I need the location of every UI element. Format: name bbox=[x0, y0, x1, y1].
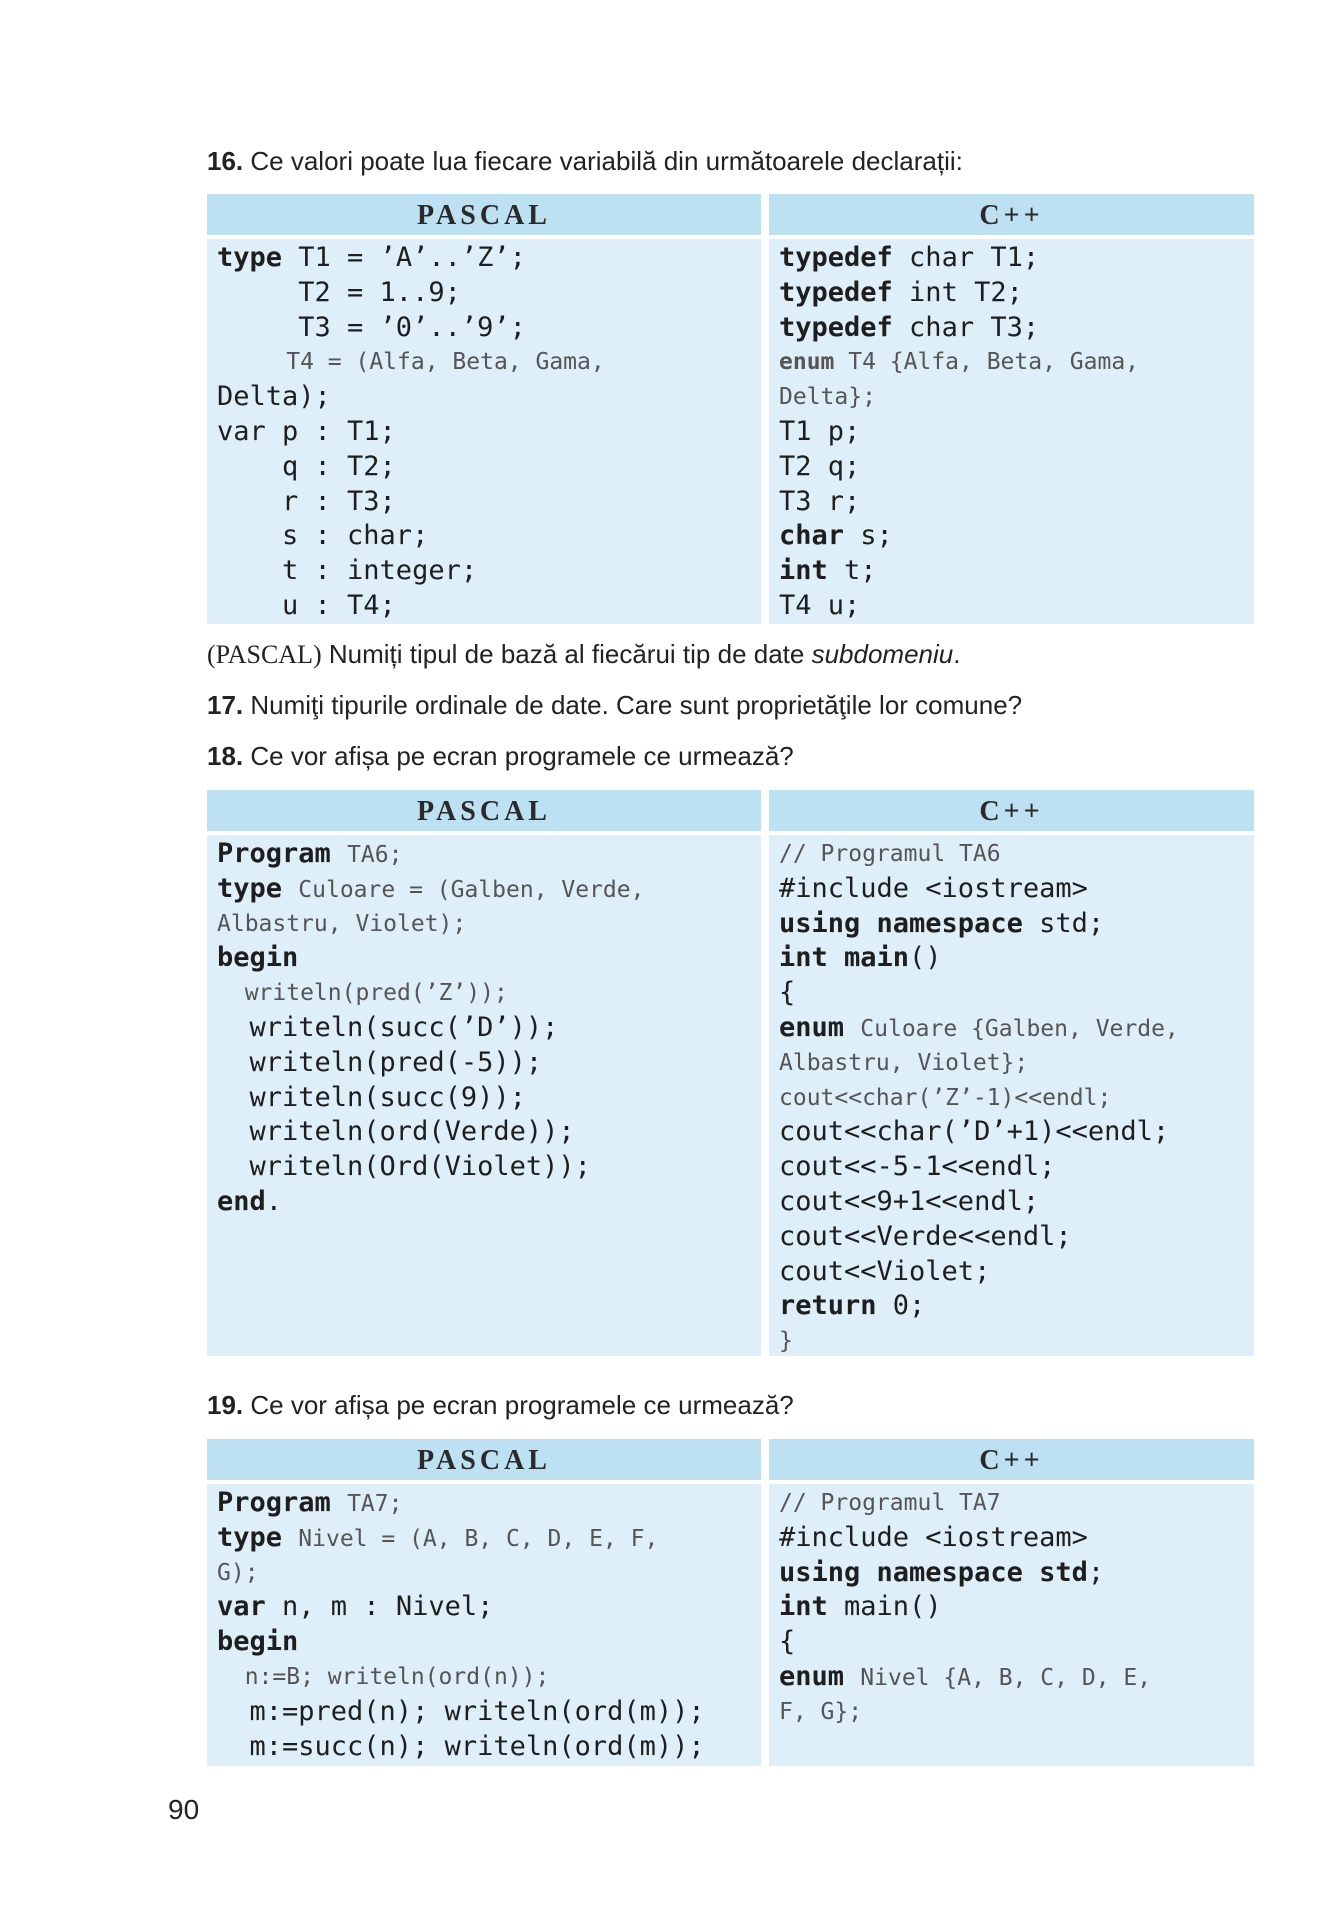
code-line: Albastru, Violet); bbox=[217, 910, 467, 937]
code-keyword: return bbox=[779, 1290, 877, 1322]
code-keyword: Program bbox=[217, 1487, 331, 1518]
code-line: cout<<Violet; bbox=[779, 1255, 991, 1287]
code-keyword: Program bbox=[217, 838, 331, 869]
question-17-heading bbox=[207, 689, 1022, 721]
code-line: } bbox=[779, 1328, 793, 1355]
cpp-code bbox=[769, 835, 1254, 1359]
code-line: T2 = 1..9; bbox=[217, 276, 461, 308]
code-keyword: end bbox=[217, 1185, 266, 1217]
code-line: int t; bbox=[779, 555, 877, 587]
code-keyword: enum bbox=[779, 1011, 845, 1043]
code-keyword: typedef bbox=[779, 242, 893, 273]
code-line bbox=[779, 1011, 1254, 1046]
cpp-code bbox=[769, 1484, 1254, 1730]
code-line: writeln(pred(-5)); bbox=[217, 1046, 543, 1078]
pascal-code bbox=[207, 835, 761, 1220]
question-17-number: 17. bbox=[207, 690, 244, 720]
code-line bbox=[217, 941, 761, 976]
code-line: T4 u; bbox=[779, 589, 861, 621]
code-line: cout<<-5-1<<endl; bbox=[779, 1151, 1056, 1183]
code-line: t : integer; bbox=[217, 555, 478, 587]
cpp-code-cell bbox=[769, 1484, 1254, 1766]
code-line: end. bbox=[217, 1185, 283, 1217]
question-16-note bbox=[207, 638, 960, 671]
question-16-number: 16. bbox=[207, 146, 244, 176]
code-line: m:=succ(n); writeln(ord(m)); bbox=[217, 1730, 705, 1762]
question-16-heading bbox=[207, 145, 963, 177]
code-line bbox=[217, 1625, 761, 1660]
code-line: cout<<Verde<<endl; bbox=[779, 1220, 1072, 1252]
code-line: writeln(succ(9)); bbox=[217, 1081, 526, 1113]
code-line: cout<<char(’D’+1)<<endl; bbox=[779, 1116, 1170, 1148]
code-keyword: enum bbox=[779, 349, 835, 376]
cpp-column bbox=[769, 790, 1254, 1356]
code-line: n:=B; writeln(ord(n)); bbox=[217, 1663, 550, 1690]
code-keyword: typedef bbox=[779, 311, 893, 343]
code-line bbox=[217, 1521, 761, 1556]
code-line: // Programul TA7 bbox=[779, 1490, 1001, 1516]
code-line: using namespace std; bbox=[779, 907, 1105, 939]
pascal-code-cell bbox=[207, 239, 761, 624]
pascal-header: PASCAL bbox=[207, 1439, 761, 1480]
code-keyword: var bbox=[217, 1591, 266, 1623]
code-keyword: type bbox=[217, 872, 283, 904]
code-line: T3 r; bbox=[779, 485, 861, 517]
code-line: using namespace std; bbox=[779, 1556, 1105, 1588]
code-line bbox=[779, 1660, 1254, 1695]
question-16-code-table bbox=[207, 194, 1254, 624]
code-line: var n, m : Nivel; bbox=[217, 1591, 494, 1623]
pascal-column bbox=[207, 194, 761, 624]
page-number: 90 bbox=[168, 1794, 200, 1825]
code-line: typedef char T1; bbox=[779, 242, 1040, 273]
pascal-column bbox=[207, 1439, 761, 1766]
code-line: G); bbox=[217, 1559, 259, 1586]
code-line: { bbox=[779, 1626, 796, 1658]
cpp-column bbox=[769, 194, 1254, 624]
code-keyword: begin bbox=[217, 1626, 299, 1658]
code-keyword: int bbox=[779, 555, 828, 587]
code-line: typedef int T2; bbox=[779, 276, 1023, 308]
cpp-code-cell bbox=[769, 835, 1254, 1356]
code-line: T2 q; bbox=[779, 450, 861, 482]
code-light: Nivel = (A, B, C, D, E, F, bbox=[298, 1525, 659, 1552]
code-light: TA6; bbox=[347, 842, 403, 868]
code-keyword: int bbox=[779, 1591, 828, 1623]
code-keyword: begin bbox=[217, 942, 299, 974]
code-line: writeln(succ(’D’)); bbox=[217, 1011, 559, 1043]
code-line: char s; bbox=[779, 520, 893, 552]
pascal-code-cell bbox=[207, 1484, 761, 1766]
code-line: // Programul TA6 bbox=[779, 841, 1001, 867]
question-18-number: 18. bbox=[207, 741, 244, 771]
pascal-code-cell bbox=[207, 835, 761, 1356]
cpp-header: C++ bbox=[769, 194, 1254, 235]
code-line: #include <iostream> bbox=[779, 1521, 1088, 1553]
code-line: cout<<char(’Z’-1)<<endl; bbox=[779, 1084, 1112, 1111]
cpp-code bbox=[769, 239, 1254, 624]
code-line: enum T4 {Alfa, Beta, Gama, bbox=[779, 349, 1140, 376]
question-19-code-table bbox=[207, 1439, 1254, 1766]
note-prefix: (PASCAL) bbox=[207, 640, 322, 669]
question-16-text: Ce valori poate lua fiecare variabilă din următoarele declarații: bbox=[243, 146, 963, 176]
code-keyword: type bbox=[217, 1521, 283, 1553]
code-line: F, G}; bbox=[779, 1698, 863, 1725]
code-line bbox=[217, 837, 761, 872]
code-light: TA7; bbox=[347, 1491, 403, 1517]
code-line: s : char; bbox=[217, 520, 429, 552]
pascal-header: PASCAL bbox=[207, 194, 761, 235]
code-line: writeln(ord(Verde)); bbox=[217, 1116, 575, 1148]
pascal-code bbox=[207, 239, 761, 624]
code-line: m:=pred(n); writeln(ord(m)); bbox=[217, 1695, 705, 1727]
note-text: Numiți tipul de bază al fiecărui tip de date bbox=[321, 639, 812, 669]
code-line: cout<<9+1<<endl; bbox=[779, 1185, 1040, 1217]
code-light: Culoare {Galben, Verde, bbox=[860, 1015, 1179, 1042]
code-line: #include <iostream> bbox=[779, 872, 1088, 904]
cpp-column bbox=[769, 1439, 1254, 1766]
question-18-text: Ce vor afișa pe ecran programele ce urmează? bbox=[243, 741, 794, 771]
cpp-header: C++ bbox=[769, 1439, 1254, 1480]
code-line bbox=[217, 1486, 761, 1521]
code-line: q : T2; bbox=[217, 450, 396, 482]
code-line: r : T3; bbox=[217, 485, 396, 517]
code-line: var p : T1; bbox=[217, 415, 396, 447]
question-19-number: 19. bbox=[207, 1390, 244, 1420]
code-line: Delta); bbox=[217, 381, 331, 413]
code-line: T4 = (Alfa, Beta, Gama, bbox=[217, 349, 605, 376]
code-line: T3 = ’0’..’9’; bbox=[217, 311, 526, 343]
cpp-code-cell bbox=[769, 239, 1254, 624]
question-19-heading bbox=[207, 1389, 794, 1421]
note-end: . bbox=[953, 639, 961, 669]
code-line bbox=[217, 872, 761, 907]
pascal-code bbox=[207, 1484, 761, 1764]
code-line: return 0; bbox=[779, 1290, 926, 1322]
code-line: u : T4; bbox=[217, 589, 396, 621]
code-line: writeln(Ord(Violet)); bbox=[217, 1151, 591, 1183]
question-18-heading bbox=[207, 740, 794, 772]
code-line: int main() bbox=[779, 1591, 942, 1623]
question-17-text: Numiţi tipurile ordinale de date. Care sunt proprietăţile lor comune? bbox=[243, 690, 1023, 720]
pascal-column bbox=[207, 790, 761, 1356]
code-line: typedef char T3; bbox=[779, 311, 1040, 343]
code-line: T1 p; bbox=[779, 415, 861, 447]
code-line: { bbox=[779, 977, 796, 1009]
cpp-header: C++ bbox=[769, 790, 1254, 831]
code-keyword: using namespace bbox=[779, 907, 1023, 939]
note-emphasis: subdomeniu bbox=[811, 639, 954, 669]
code-keyword: typedef bbox=[779, 276, 893, 308]
code-line: int main() bbox=[779, 942, 942, 974]
code-line: writeln(pred(’Z’)); bbox=[217, 980, 508, 1007]
code-light: Nivel {A, B, C, D, E, bbox=[860, 1664, 1152, 1691]
code-light: Culoare = (Galben, Verde, bbox=[298, 876, 645, 903]
code-keyword: char bbox=[779, 520, 845, 552]
code-keyword: type bbox=[217, 242, 283, 273]
code-line: type T1 = ’A’..’Z’; bbox=[217, 242, 526, 273]
code-line: Delta}; bbox=[779, 384, 876, 411]
code-line: Albastru, Violet}; bbox=[779, 1049, 1029, 1076]
code-keyword: enum bbox=[779, 1660, 845, 1692]
question-18-code-table bbox=[207, 790, 1254, 1356]
question-19-text: Ce vor afișa pe ecran programele ce urmează? bbox=[243, 1390, 794, 1420]
pascal-header: PASCAL bbox=[207, 790, 761, 831]
code-keyword: int main bbox=[779, 942, 910, 974]
code-keyword: using namespace std bbox=[779, 1556, 1088, 1588]
